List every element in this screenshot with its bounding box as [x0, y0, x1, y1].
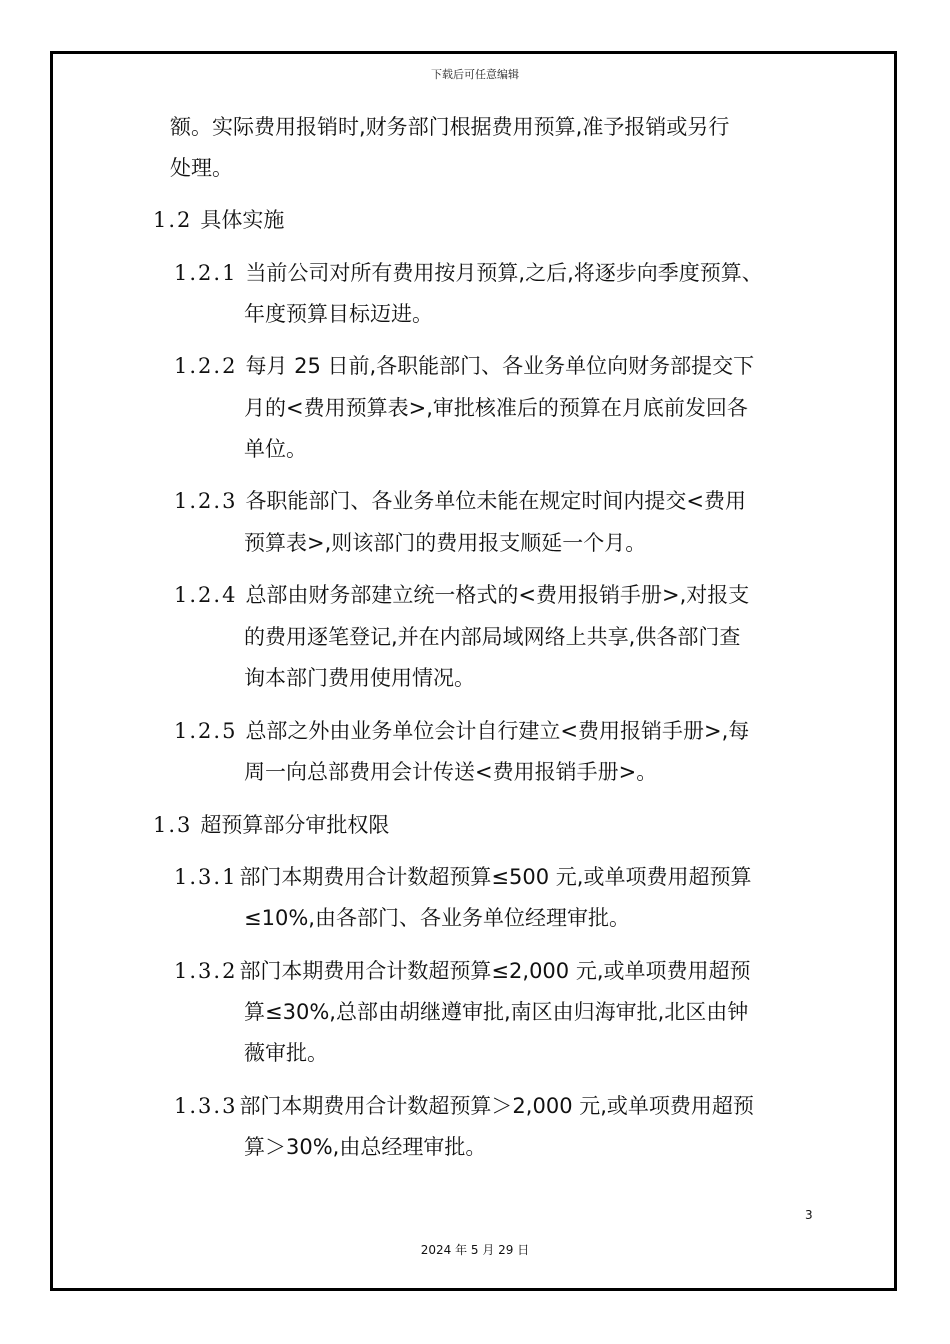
- item-continuation: 周一向总部费用会计传送<费用报销手册>。: [244, 760, 658, 784]
- section-heading-1-3: [153, 810, 389, 840]
- item-continuation: 月的<费用预算表>,审批核准后的预算在月底前发回各: [244, 396, 748, 420]
- item-continuation: 薇审批。: [244, 1041, 328, 1065]
- item-number: 1.2.1: [174, 261, 238, 285]
- item-text: 当前公司对所有费用按月预算,之后,将逐步向季度预算、: [245, 261, 763, 285]
- item-number: 1.3.3: [174, 1094, 238, 1118]
- item-text: 部门本期费用合计数超预算≤2,000 元,或单项费用超预: [239, 959, 751, 983]
- item-continuation: 算≤30%,总部由胡继遵审批,南区由归海审批,北区由钟: [244, 1000, 749, 1024]
- item-continuation: 预算表>,则该部门的费用报支顺延一个月。: [244, 531, 647, 555]
- item-text: 总部之外由业务单位会计自行建立<费用报销手册>,每: [245, 719, 750, 743]
- item-1-3-1: [174, 862, 751, 892]
- intro-line-1: 额。实际费用报销时,财务部门根据费用预算,准予报销或另行: [170, 115, 730, 139]
- item-text: 每月 25 日前,各职能部门、各业务单位向财务部提交下: [245, 354, 755, 378]
- section-number: 1.2: [153, 208, 193, 232]
- section-title: 超预算部分审批权限: [200, 813, 390, 837]
- item-1-3-3: [174, 1091, 754, 1121]
- footer-date: 2024 年 5 月 29 日: [420, 1243, 530, 1257]
- section-heading-1-2: [153, 205, 284, 235]
- item-1-2-5: [174, 716, 749, 746]
- item-number: 1.3.2: [174, 959, 238, 983]
- item-1-2-2: [174, 351, 754, 381]
- page-number: 3: [805, 1208, 813, 1222]
- item-continuation: 的费用逐笔登记,并在内部局域网络上共享,供各部门查: [244, 625, 741, 649]
- item-1-2-3: [174, 486, 746, 516]
- item-text: 部门本期费用合计数超预算≤500 元,或单项费用超预算: [239, 865, 752, 889]
- item-1-2-1: [174, 258, 763, 288]
- item-continuation: 算＞30%,由总经理审批。: [244, 1135, 487, 1159]
- intro-line-2: 处理。: [170, 156, 233, 180]
- item-continuation: ≤10%,由各部门、各业务单位经理审批。: [244, 906, 630, 930]
- header-note: 下载后可任意编辑: [431, 68, 519, 81]
- item-continuation: 单位。: [244, 437, 307, 461]
- item-number: 1.2.2: [174, 354, 238, 378]
- item-text: 部门本期费用合计数超预算＞2,000 元,或单项费用超预: [239, 1094, 754, 1118]
- item-1-3-2: [174, 956, 751, 986]
- section-number: 1.3: [153, 813, 193, 837]
- item-text: 各职能部门、各业务单位未能在规定时间内提交<费用: [245, 489, 747, 513]
- item-text: 总部由财务部建立统一格式的<费用报销手册>,对报支: [245, 583, 750, 607]
- item-continuation: 询本部门费用使用情况。: [244, 666, 475, 690]
- item-continuation: 年度预算目标迈进。: [244, 302, 433, 326]
- item-number: 1.2.3: [174, 489, 238, 513]
- item-1-2-4: [174, 580, 749, 610]
- section-title: 具体实施: [200, 208, 285, 232]
- item-number: 1.3.1: [174, 865, 238, 889]
- item-number: 1.2.5: [174, 719, 238, 743]
- item-number: 1.2.4: [174, 583, 238, 607]
